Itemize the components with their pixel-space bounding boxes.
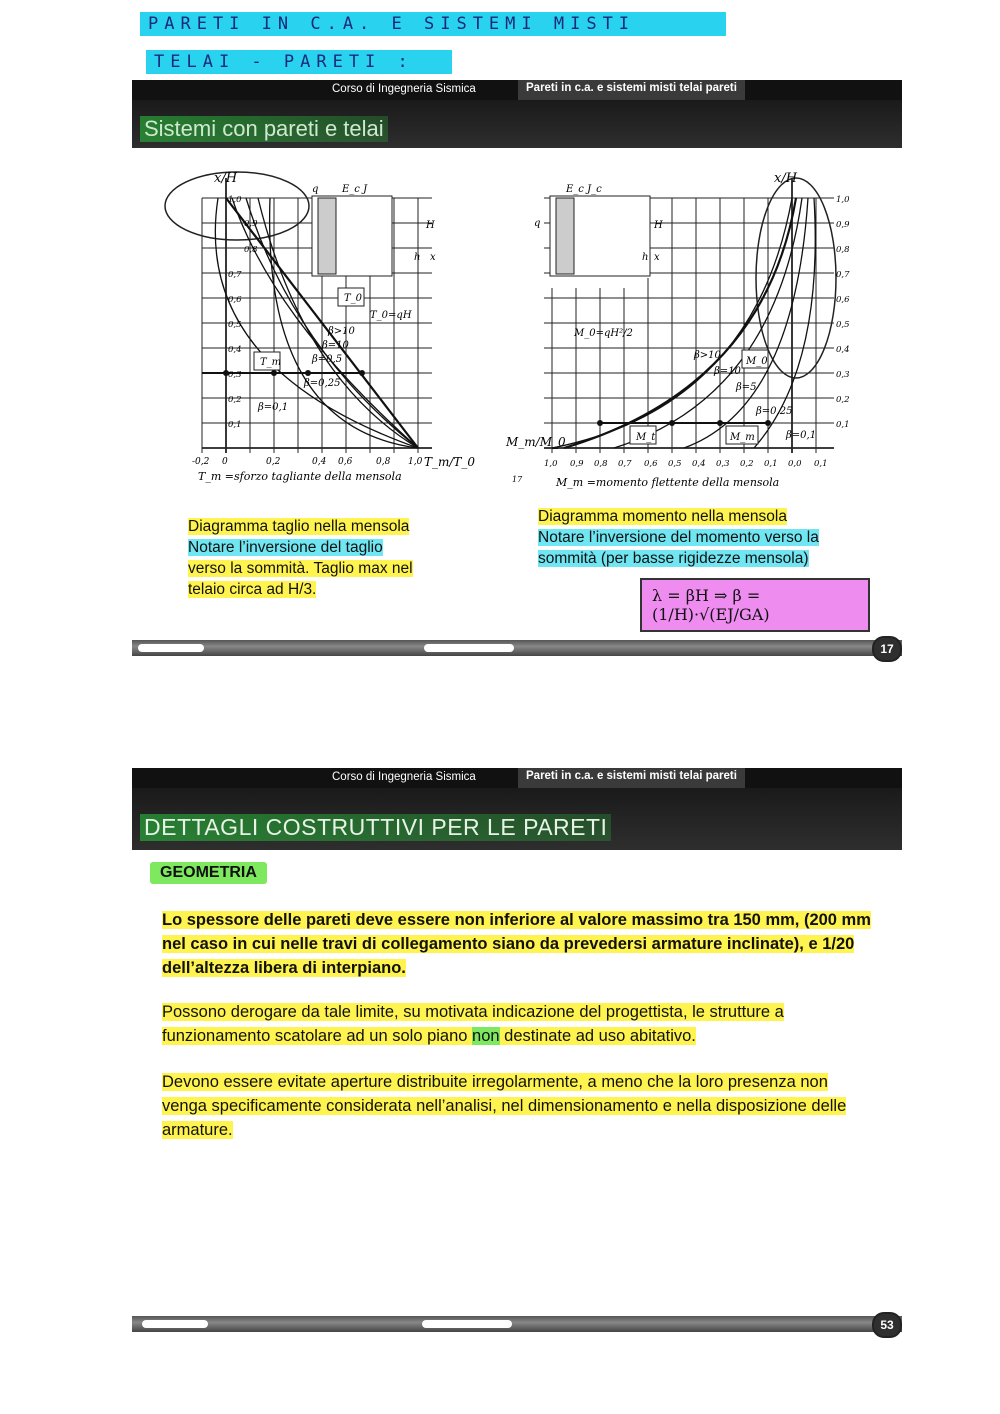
svg-text:0,8: 0,8 <box>376 457 391 467</box>
y-tick-labels <box>228 195 258 430</box>
svg-text:β=5: β=5 <box>736 382 757 393</box>
page-number-2: 53 <box>872 1312 902 1338</box>
footer-pill-center-2 <box>422 1320 512 1328</box>
svg-text:0,7: 0,7 <box>618 459 632 469</box>
svg-text:0,8: 0,8 <box>836 245 850 255</box>
svg-text:0,7: 0,7 <box>836 270 850 280</box>
section-heading-geometria: GEOMETRIA <box>150 862 267 884</box>
svg-text:0,9: 0,9 <box>836 220 850 230</box>
slide-footer-bar-2 <box>132 1316 902 1332</box>
svg-text:1,0: 1,0 <box>408 457 423 467</box>
svg-text:0,7: 0,7 <box>228 270 242 280</box>
svg-text:β=0,1: β=0,1 <box>786 430 817 441</box>
svg-text:M_t: M_t <box>636 432 656 443</box>
y-axis-label: x/H <box>214 171 238 186</box>
slide-header-bar-2 <box>132 768 902 788</box>
x-axis-caption: T_m =sforzo tagliante della mensola <box>198 470 402 483</box>
x-axis-label-right: M_m/M_0 <box>506 435 566 449</box>
svg-text:0,3: 0,3 <box>836 370 850 380</box>
svg-text:H: H <box>654 220 663 231</box>
svg-text:0,2: 0,2 <box>740 459 754 469</box>
svg-text:0,1: 0,1 <box>228 420 242 430</box>
svg-text:0,4: 0,4 <box>836 345 850 355</box>
svg-text:0,4: 0,4 <box>228 345 242 355</box>
svg-text:0,6: 0,6 <box>338 457 353 467</box>
paragraph-derogation <box>162 1000 872 1048</box>
moment-caption <box>538 506 819 569</box>
svg-text:0,6: 0,6 <box>836 295 850 305</box>
svg-text:β=10: β=10 <box>714 366 741 377</box>
svg-text:β>10: β>10 <box>694 350 721 361</box>
paragraph-derogation-c: destinate ad uso abitativo. <box>499 1027 696 1045</box>
x-axis-label: T_m/T_0 <box>424 455 476 469</box>
svg-text:H: H <box>426 220 435 231</box>
svg-text:β=0,5: β=0,5 <box>312 354 343 365</box>
svg-text:0,5: 0,5 <box>836 320 850 330</box>
side-page-number: 17 <box>512 475 523 484</box>
svg-text:x: x <box>430 252 436 263</box>
svg-text:β>10: β>10 <box>328 326 355 337</box>
y-tick-labels-right <box>836 195 850 430</box>
shear-diagram <box>162 168 482 498</box>
footer-pill-left-2 <box>142 1320 208 1328</box>
svg-text:0,6: 0,6 <box>644 459 658 469</box>
svg-text:0,2: 0,2 <box>836 395 850 405</box>
shear-caption-line4: telaio circa ad H/3. <box>188 581 317 598</box>
svg-text:T_0=qH: T_0=qH <box>370 310 412 321</box>
svg-text:0,8: 0,8 <box>244 245 258 255</box>
slide-title-bar <box>132 100 902 148</box>
svg-text:-0,2: -0,2 <box>192 457 210 467</box>
page-number: 17 <box>872 636 902 662</box>
svg-text:E_c J: E_c J <box>342 184 368 195</box>
x-axis-caption-right: M_m =momento flettente della mensola <box>556 476 780 489</box>
svg-text:q: q <box>534 218 541 229</box>
svg-text:0,5: 0,5 <box>228 320 242 330</box>
svg-text:T_0: T_0 <box>344 293 363 304</box>
svg-text:0,4: 0,4 <box>692 459 706 469</box>
slide-topic-2: Pareti in c.a. e sistemi misti telai pareti <box>518 768 745 790</box>
svg-text:0,9: 0,9 <box>244 219 258 229</box>
moment-caption-line3: sommità (per basse rigidezze mensola) <box>538 550 809 567</box>
svg-text:0,4: 0,4 <box>312 457 327 467</box>
svg-text:0,8: 0,8 <box>594 459 608 469</box>
svg-text:1,0: 1,0 <box>544 459 558 469</box>
x-tick-labels <box>192 457 423 467</box>
svg-text:0,3: 0,3 <box>228 370 242 380</box>
moment-caption-line2: Notare l’inversione del momento verso la <box>538 529 819 546</box>
handwritten-title-line2: TELAI - PARETI : <box>146 50 452 74</box>
svg-text:0,2: 0,2 <box>266 457 281 467</box>
svg-text:β=0,25: β=0,25 <box>304 378 341 389</box>
slide-footer-bar <box>132 640 902 656</box>
course-name-2: Corso di Ingegneria Sismica <box>332 771 476 783</box>
beta-formula: λ = βH ⇒ β = (1/H)·√(EJ/GA) <box>640 578 870 632</box>
slide-title-2: DETTAGLI COSTRUTTIVI PER LE PARETI <box>140 814 611 841</box>
y-axis-label-right: x/H <box>774 171 798 186</box>
svg-text:1,0: 1,0 <box>228 195 242 205</box>
svg-text:0,1: 0,1 <box>836 420 850 430</box>
svg-text:h: h <box>414 252 421 263</box>
svg-text:h: h <box>642 252 649 263</box>
paragraph-openings-text: Devono essere evitate aperture distribuite irregolarmente, a meno che la loro presenza non venga specificamente considerata nell’analisi, nel dimensionamento e nella disposizione delle armature. <box>162 1073 847 1139</box>
moment-diagram <box>504 168 884 498</box>
svg-text:0,3: 0,3 <box>716 459 730 469</box>
paragraph-openings <box>162 1070 872 1142</box>
shear-caption-line1: Diagramma taglio nella mensola <box>188 518 410 535</box>
shear-caption-line3: verso la sommità. Taglio max nel <box>188 560 413 577</box>
svg-text:M_0: M_0 <box>746 356 768 367</box>
wall-sketch-right <box>556 198 574 274</box>
shear-caption-line2: Notare l’inversione del taglio <box>188 539 383 556</box>
svg-text:T_m: T_m <box>260 357 282 368</box>
svg-text:0: 0 <box>222 457 228 467</box>
svg-text:0,0: 0,0 <box>788 459 802 469</box>
svg-text:0,1: 0,1 <box>764 459 778 469</box>
shear-caption <box>188 516 413 600</box>
svg-text:0,6: 0,6 <box>228 295 242 305</box>
moment-caption-line1: Diagramma momento nella mensola <box>538 508 787 525</box>
slide-topic: Pareti in c.a. e sistemi misti telai pareti <box>518 80 745 102</box>
svg-text:M_0=qH²/2: M_0=qH²/2 <box>574 328 633 339</box>
course-name: Corso di Ingegneria Sismica <box>332 83 476 95</box>
paragraph-derogation-a: Possono derogare da tale limite, su motivata indicazione del progettista, le strutture a funzionamento scatolare ad un solo piano <box>162 1003 784 1045</box>
wall-sketch <box>318 198 336 274</box>
footer-pill-center <box>424 644 514 652</box>
slide-header-bar <box>132 80 902 100</box>
footer-pill-left <box>138 644 204 652</box>
svg-text:0,9: 0,9 <box>570 459 584 469</box>
paragraph-thickness-text: Lo spessore delle pareti deve essere non inferiore al valore massimo tra 150 mm, (200 mm nel caso in cui nelle travi di collegamento siano da prevedersi armature inclinate), e 1/20 dell’altezza libera di interpiano. <box>162 911 871 977</box>
slide-53 <box>132 768 902 1358</box>
svg-text:q: q <box>312 184 319 195</box>
svg-text:β=0,25: β=0,25 <box>756 406 793 417</box>
svg-text:0,1: 0,1 <box>814 459 828 469</box>
slide-17 <box>132 80 902 660</box>
x-tick-labels-right <box>544 459 828 469</box>
paragraph-thickness <box>162 908 872 980</box>
svg-text:β=10: β=10 <box>322 340 349 351</box>
svg-text:M_m: M_m <box>730 432 755 443</box>
svg-text:0,2: 0,2 <box>228 395 242 405</box>
paragraph-derogation-non: non <box>472 1027 500 1045</box>
svg-text:E_c J_c: E_c J_c <box>566 184 602 195</box>
svg-text:x: x <box>654 252 660 263</box>
handwritten-title-line1: PARETI IN C.A. E SISTEMI MISTI <box>140 12 726 36</box>
svg-text:0,5: 0,5 <box>668 459 682 469</box>
svg-text:β=0,1: β=0,1 <box>258 402 289 413</box>
slide-title: Sistemi con pareti e telai <box>140 116 388 142</box>
slide-title-bar-2 <box>132 788 902 850</box>
svg-text:1,0: 1,0 <box>836 195 850 205</box>
